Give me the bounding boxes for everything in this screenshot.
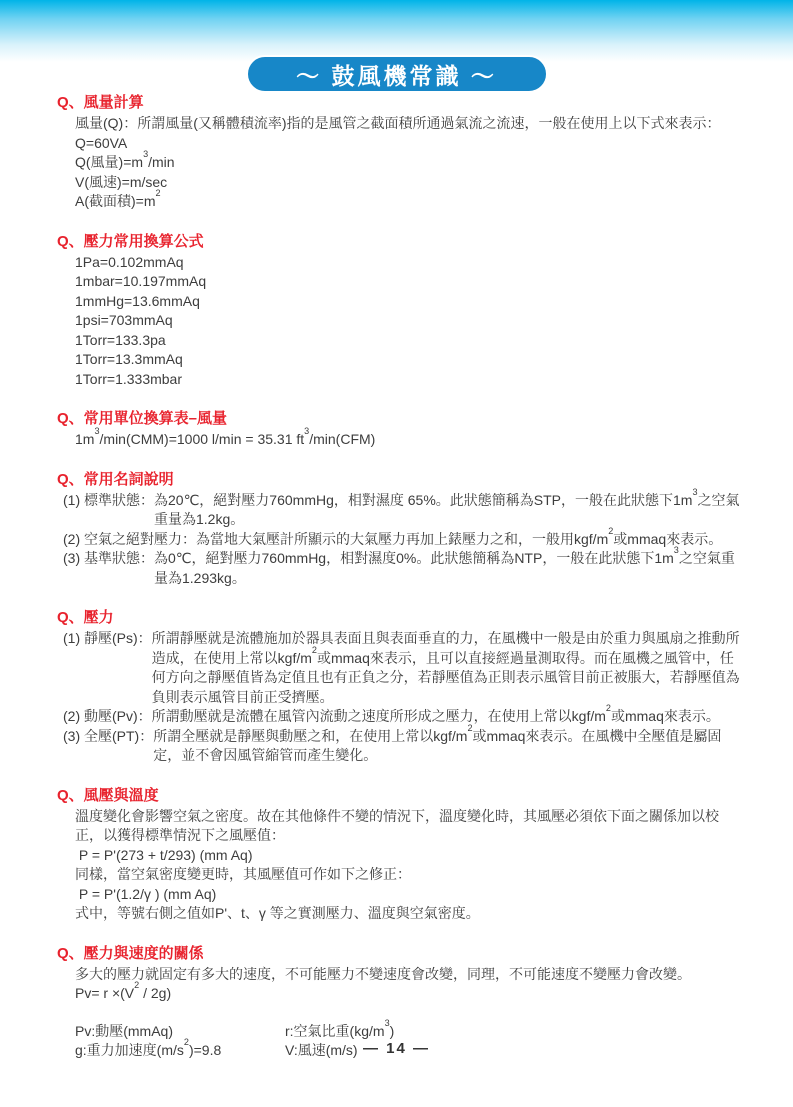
list-item xyxy=(63,486,743,530)
section-heading: Q、常用單位換算表–風量 xyxy=(57,410,228,427)
section-heading: Q、壓力與速度的關係 xyxy=(57,944,204,962)
formula-line: 1Torr=13.3mmAq xyxy=(75,351,183,367)
item-label: (1) 標準狀態： xyxy=(63,491,154,508)
text-line: 溫度變化會影響空氣之密度。故在其他條件不變的情況下，溫度變化時，其風壓必須依下面之關係加以校正，以獲得標準情況下之風壓值： xyxy=(75,807,719,843)
section-pressure-and-temperature xyxy=(57,786,743,924)
definition-cell: r:空氣比重$(kg/m^3)$ xyxy=(285,1017,395,1039)
section-heading: Q、常用名詞說明 xyxy=(57,470,174,488)
list-item xyxy=(63,525,743,550)
formula-line: P = P'(1.2/γ ) (mm Aq) xyxy=(75,885,217,902)
content-area xyxy=(57,94,743,1082)
item-label: (2) 動壓(Pv)： xyxy=(63,708,152,724)
formula-line: 1Torr=133.3pa xyxy=(75,331,166,348)
item-text: 為當地大氣壓計所顯示的大氣壓力再加上錶壓力之和，一般用kgf/$m^2$或mmaq來表示。 xyxy=(196,525,723,547)
text-line: 多大的壓力就固定有多大的速度，不可能壓力不變速度會改變，同理，不可能速度不變壓力會改變。 xyxy=(75,965,691,982)
formula-line: $1m^3/\min(CMM)=1000$ l/min = 35.31 $ft^3/\min(CFM)$ xyxy=(75,426,376,447)
section-heading: Q、壓力 xyxy=(57,609,114,626)
formula-line: A(截面積)$=m^2$ xyxy=(75,188,161,209)
list-item xyxy=(63,703,743,727)
formula-line: Q=60VA xyxy=(75,134,128,151)
section-pressure-conversion xyxy=(57,232,743,390)
item-label: (2) 空氣之絕對壓力： xyxy=(63,530,196,547)
page-number: — 14 — xyxy=(362,1040,431,1057)
formula-line: V(風速)=m/sec xyxy=(75,173,168,190)
item-text: 為20℃，絕對壓力760mmHg，相對濕度 65%。此狀態簡稱為STP，一般在此狀態下$1m^3$之空氣重量為1.2kg。 xyxy=(154,486,740,527)
text-line: 同樣，當空氣密度變更時，其風壓值可作如下之修正： xyxy=(75,866,411,882)
section-common-terms xyxy=(57,470,743,589)
formula-line: 1psi=703mmAq xyxy=(75,312,173,328)
item-text: 所謂動壓就是流體在風管內流動之速度所形成之壓力，在使用上常以kgf/$m^2$或mmaq來表示。 xyxy=(151,703,720,724)
text-line: 風量(Q)：所謂風量(又稱體積流率)指的是風管之截面積所通過氣流之流速，一般在使用上以下式來表示： xyxy=(75,115,721,131)
section-pressure xyxy=(57,609,743,766)
item-label: (3) 基準狀態： xyxy=(63,550,154,566)
section-unit-conversion-airflow xyxy=(57,410,743,450)
formula-line: Q(風量)$=m^3/\min$ xyxy=(75,149,175,170)
formula-line: 1Pa=0.102mmAq xyxy=(75,253,184,270)
section-heading: Q、壓力常用換算公式 xyxy=(57,232,204,250)
list-item xyxy=(63,629,743,707)
definition-cell: Pv:動壓(mmAq) xyxy=(75,1022,173,1039)
section-airflow-calculation xyxy=(57,94,743,212)
definition-cell: V:風速(m/s) xyxy=(285,1042,358,1058)
formula-line: $Pv= r \times(V^2 / 2g)$ xyxy=(75,980,172,1001)
formula-line: 1mmHg=13.6mmAq xyxy=(75,292,200,309)
item-text: 所謂靜壓就是流體施加於器具表面且與表面垂直的力，在風機中一般是由於重力與風扇之推動所造成，在使用上常以kgf/$m^2$或mmaq來表示，且可以直接經過量測取得。而在風機之風管中，任何方向之靜壓值皆為定值且也有正負之分，若靜壓值為正則表示風管目前正被脹大，若靜壓值為負則表示風管目前正受擠壓。 xyxy=(151,630,740,705)
item-text: 所謂全壓就是靜壓與動壓之和，在使用上常以kgf/$m^2$或mmaq來表示。在風機中全壓值是屬固定，並不會因風管縮管而產生變化。 xyxy=(153,722,722,763)
formula-line: 1Torr=1.333mbar xyxy=(75,370,183,387)
page-title: ～ 鼓風機常識 ～ xyxy=(296,62,497,89)
formula-line: P = P'(273 + t/293) (mm Aq) xyxy=(75,846,253,863)
page-title-banner xyxy=(246,55,548,93)
definition-cell: g:重力加速度$(m/s^2)=9.8$ xyxy=(75,1037,222,1058)
section-heading: Q、風壓與溫度 xyxy=(57,786,159,804)
text-line: 式中，等號右側之值如P'、t、γ 等之實測壓力、溫度與空氣密度。 xyxy=(75,905,480,921)
section-heading: Q、風量計算 xyxy=(57,94,144,111)
item-label: (1) 靜壓(Ps)： xyxy=(63,630,152,646)
list-item xyxy=(63,722,743,766)
list-item xyxy=(63,545,743,588)
item-text: 為0℃，絕對壓力760mmHg，相對濕度0%。此狀態簡稱為NTP，一般在此狀態下$1m^3$之空氣重量為1.293kg。 xyxy=(154,545,735,586)
top-gradient-band xyxy=(0,0,793,62)
item-label: (3) 全壓(PT)： xyxy=(63,727,154,744)
formula-line: 1mbar=10.197mmAq xyxy=(75,273,207,289)
